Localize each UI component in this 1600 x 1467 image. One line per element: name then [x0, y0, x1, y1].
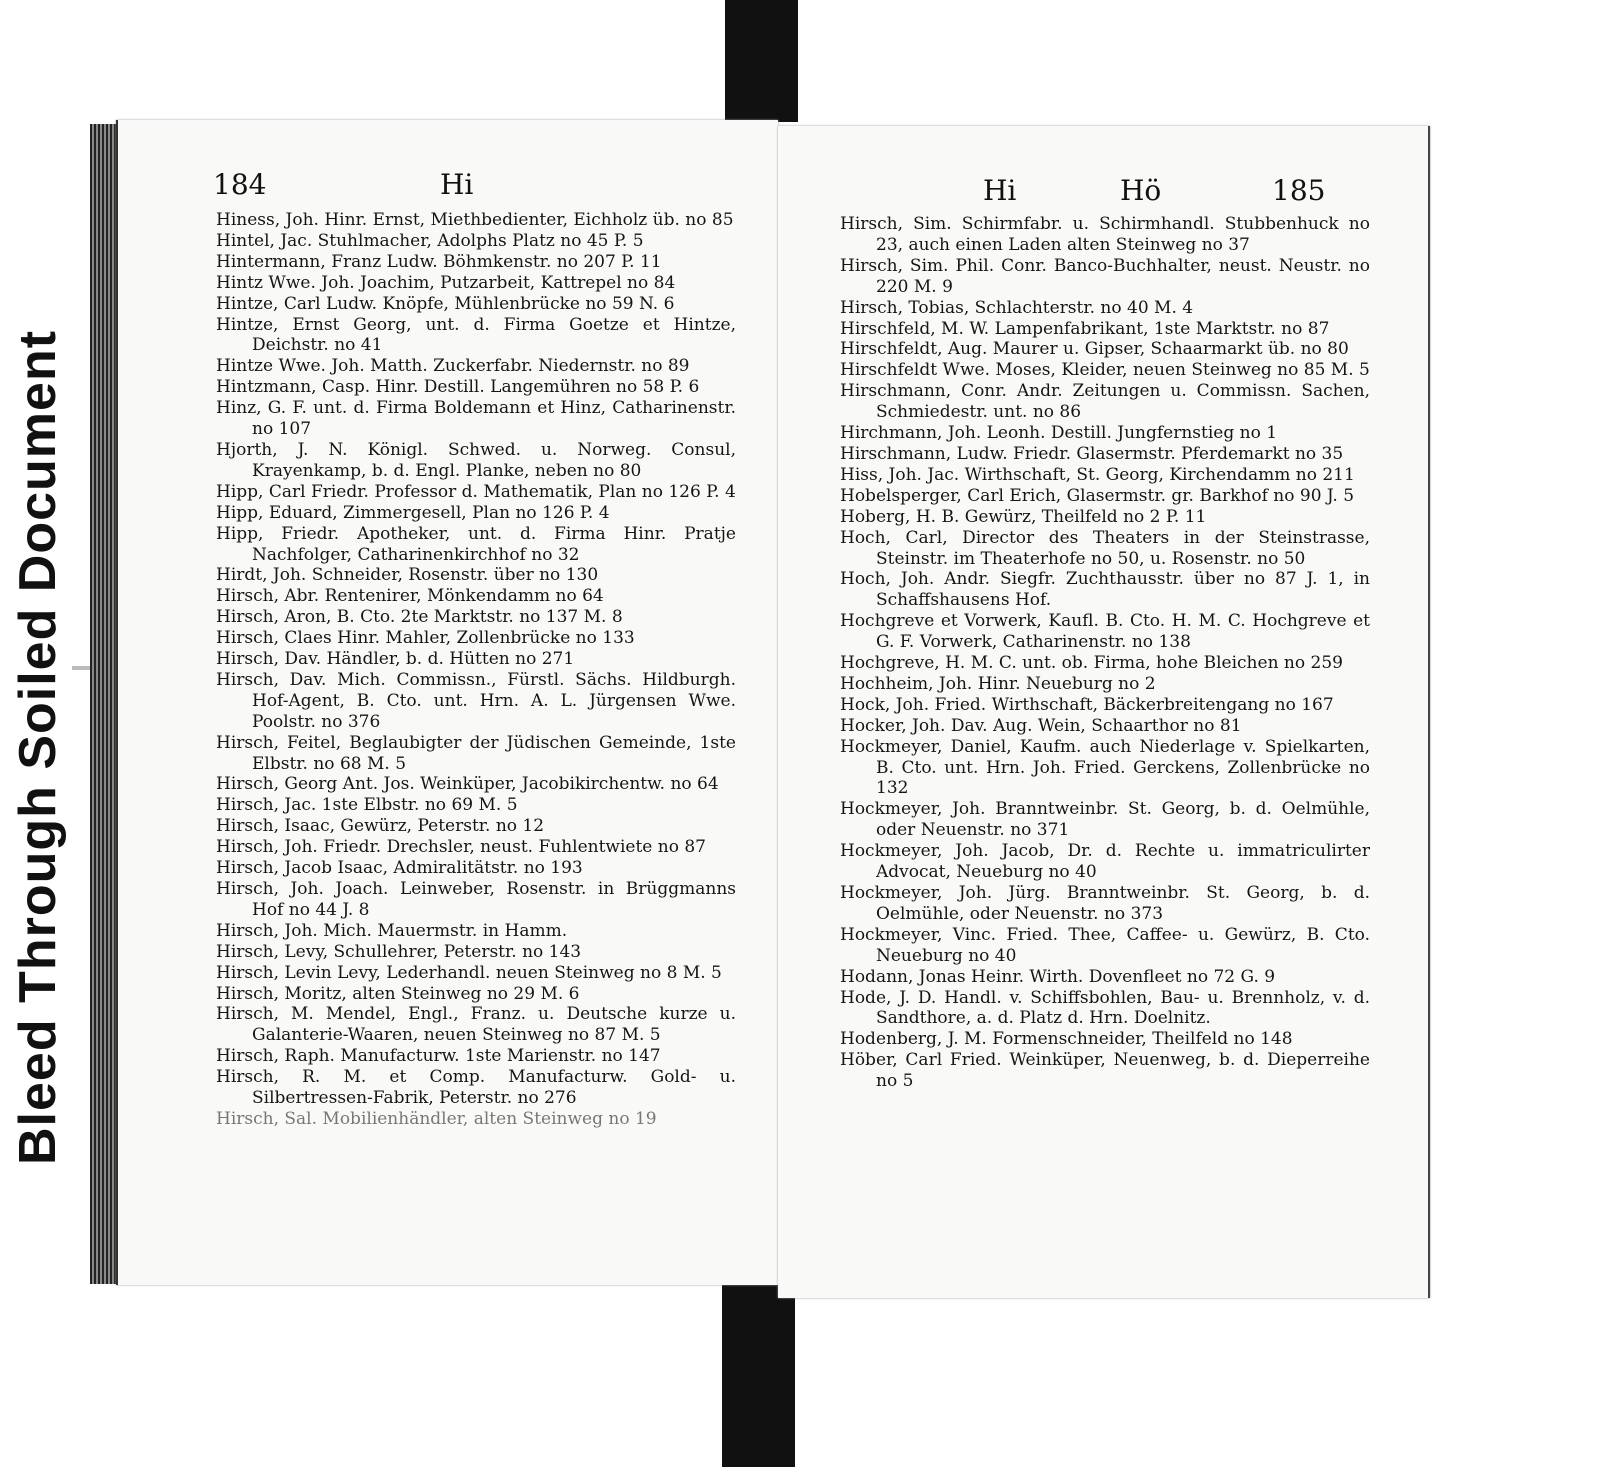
directory-entry: Hintzmann, Casp. Hinr. Destill. Langemühren no 58 P. 6	[216, 377, 700, 398]
directory-entry: Hoch, Carl, Director des Theaters in der Steinstrasse, Steinstr. im Theaterhofe no 50, u. Rosenstr. no 50	[840, 527, 1370, 569]
directory-entry: Hirschfeldt Wwe. Moses, Kleider, neuen Steinweg no 85 M. 5	[840, 360, 1370, 381]
directory-entry: Hock, Joh. Fried. Wirthschaft, Bäckerbreitengang no 167	[840, 694, 1334, 715]
directory-entry: Hiss, Joh. Jac. Wirthschaft, St. Georg, Kirchendamm no 211	[840, 464, 1355, 485]
directory-entry: Hode, J. D. Handl. v. Schiffsbohlen, Bau- u. Brennholz, v. d. Sandthore, a. d. Platz d. Hrn. Doelnitz.	[840, 987, 1370, 1029]
directory-entry: Hochheim, Joh. Hinr. Neueburg no 2	[840, 673, 1156, 694]
directory-entry: Hirsch, Aron, B. Cto. 2te Marktstr. no 137 M. 8	[216, 607, 623, 628]
directory-entry: Hiness, Joh. Hinr. Ernst, Miethbedienter, Eichholz üb. no 85	[216, 210, 734, 230]
directory-entry: Hochgreve, H. M. C. unt. ob. Firma, hohe Bleichen no 259	[840, 653, 1343, 674]
directory-entry: Hirsch, Feitel, Beglaubigter der Jüdischen Gemeinde, 1ste Elbstr. no 68 M. 5	[216, 732, 736, 774]
directory-entry: Hirsch, R. M. et Comp. Manufacturw. Gold- u. Silbertressen-Fabrik, Peterstr. no 276	[216, 1067, 736, 1109]
directory-entry: Hirdt, Joh. Schneider, Rosenstr. über no 130	[216, 565, 599, 586]
left-page-number: 184	[213, 168, 267, 201]
book-spine-edge	[90, 124, 116, 1284]
directory-entry: Hjorth, J. N. Königl. Schwed. u. Norweg. Consul, Krayenkamp, b. d. Engl. Planke, neben no 80	[216, 439, 736, 481]
directory-entry: Hirsch, Jacob Isaac, Admiralitätstr. no 193	[216, 858, 583, 879]
directory-entry: Hirsch, Jac. 1ste Elbstr. no 69 M. 5	[216, 795, 518, 816]
left-page	[116, 120, 778, 1285]
top-black-bar	[725, 0, 798, 122]
directory-entry: Hintze Wwe. Joh. Matth. Zuckerfabr. Niedernstr. no 89	[216, 356, 690, 377]
right-entry-list	[840, 214, 1370, 1092]
directory-entry: Hirschfeld, M. W. Lampenfabrikant, 1ste Marktstr. no 87	[840, 318, 1330, 339]
directory-entry: Hirsch, Isaac, Gewürz, Peterstr. no 12	[216, 816, 545, 837]
directory-entry: Hipp, Eduard, Zimmergesell, Plan no 126 P. 4	[216, 502, 610, 523]
directory-entry: Hockmeyer, Joh. Jürg. Branntweinbr. St. Georg, b. d. Oelmühle, oder Neuenstr. no 373	[840, 883, 1370, 924]
directory-entry: Hoch, Joh. Andr. Siegfr. Zuchthausstr. über no 87 J. 1, in Schaffshausens Hof.	[840, 569, 1370, 611]
directory-entry: Hirsch, Raph. Manufacturw. 1ste Marienstr. no 147	[216, 1046, 661, 1067]
bottom-black-bar	[722, 1283, 795, 1467]
directory-entry: Hirsch, Joh. Mich. Mauermstr. in Hamm.	[216, 920, 568, 941]
directory-entry: Hirsch, Sal. Mobilienhändler, alten Steinweg no 19	[216, 1108, 657, 1129]
directory-entry: Hodann, Jonas Heinr. Wirth. Dovenfleet no 72 G. 9	[840, 966, 1276, 987]
directory-entry: Hirsch, Claes Hinr. Mahler, Zollenbrücke no 133	[216, 628, 635, 649]
directory-entry: Hintz Wwe. Joh. Joachim, Putzarbeit, Kattrepel no 84	[216, 272, 676, 293]
directory-entry: Hockmeyer, Daniel, Kaufm. auch Niederlage v. Spielkarten, B. Cto. unt. Hrn. Joh. Fried. Gerckens, Zollenbrücke no 132	[840, 736, 1370, 799]
directory-entry: Hodenberg, J. M. Formenschneider, Theilfeld no 148	[840, 1029, 1293, 1050]
directory-entry: Hobelsperger, Carl Erich, Glasermstr. gr. Barkhof no 90 J. 5	[840, 485, 1355, 506]
directory-entry: Hirsch, Levy, Schullehrer, Peterstr. no 143	[216, 941, 582, 962]
right-page-header-right: Hö	[1120, 174, 1162, 207]
directory-entry: Hintze, Carl Ludw. Knöpfe, Mühlenbrücke no 59 N. 6	[216, 293, 675, 314]
directory-entry: Hirsch, Levin Levy, Lederhandl. neuen Steinweg no 8 M. 5	[216, 962, 722, 983]
directory-entry: Hockmeyer, Joh. Branntweinbr. St. Georg, b. d. Oelmühle, oder Neuenstr. no 371	[840, 799, 1370, 841]
right-page-number: 185	[1272, 174, 1326, 207]
directory-entry: Hipp, Carl Friedr. Professor d. Mathematik, Plan no 126 P. 4	[216, 481, 736, 502]
directory-entry: Höber, Carl Fried. Weinküper, Neuenweg, b. d. Dieperreihe no 5	[840, 1050, 1370, 1092]
directory-entry: Hocker, Joh. Dav. Aug. Wein, Schaarthor no 81	[840, 715, 1242, 736]
right-page-header-left: Hi	[983, 174, 1017, 207]
directory-entry: Hirsch, Tobias, Schlachterstr. no 40 M. 4	[840, 297, 1194, 318]
directory-entry: Hirsch, Joh. Joach. Leinweber, Rosenstr. in Brüggmanns Hof no 44 J. 8	[216, 879, 736, 920]
directory-entry: Hirsch, M. Mendel, Engl., Franz. u. Deutsche kurze u. Galanterie-Waaren, neuen Steinweg no 87 M. 5	[216, 1004, 736, 1046]
directory-entry: Hirschmann, Conr. Andr. Zeitungen u. Commissn. Sachen, Schmiedestr. unt. no 86	[840, 381, 1370, 423]
directory-entry: Hirsch, Moritz, alten Steinweg no 29 M. 6	[216, 983, 580, 1004]
directory-entry: Hirschmann, Ludw. Friedr. Glasermstr. Pferdemarkt no 35	[840, 443, 1344, 464]
directory-entry: Hirsch, Abr. Rentenirer, Mönkendamm no 64	[216, 586, 604, 607]
directory-entry: Hintel, Jac. Stuhlmacher, Adolphs Platz no 45 P. 5	[216, 230, 644, 251]
left-entry-list	[216, 210, 736, 1130]
side-label	[8, 145, 67, 1165]
directory-entry: Hipp, Friedr. Apotheker, unt. d. Firma Hinr. Pratje Nachfolger, Catharinenkirchhof no 32	[216, 523, 736, 565]
directory-entry: Hockmeyer, Joh. Jacob, Dr. d. Rechte u. immatriculirter Advocat, Neueburg no 40	[840, 841, 1370, 883]
directory-entry: Hirsch, Dav. Händler, b. d. Hütten no 271	[216, 649, 575, 670]
directory-entry: Hinz, G. F. unt. d. Firma Boldemann et Hinz, Catharinenstr. no 107	[216, 398, 736, 440]
directory-entry: Hintermann, Franz Ludw. Böhmkenstr. no 207 P. 11	[216, 251, 662, 272]
directory-entry: Hockmeyer, Vinc. Fried. Thee, Caffee- u. Gewürz, B. Cto. Neueburg no 40	[840, 924, 1370, 966]
directory-entry: Hirsch, Georg Ant. Jos. Weinküper, Jacobikirchentw. no 64	[216, 774, 719, 795]
directory-entry: Hirsch, Joh. Friedr. Drechsler, neust. Fuhlentwiete no 87	[216, 837, 706, 858]
left-page-header: Hi	[440, 168, 474, 201]
right-page	[778, 126, 1430, 1298]
directory-entry: Hirchmann, Joh. Leonh. Destill. Jungfernstieg no 1	[840, 423, 1278, 444]
directory-entry: Hochgreve et Vorwerk, Kaufl. B. Cto. H. M. C. Hochgreve et G. F. Vorwerk, Catharinenstr. no 138	[840, 611, 1370, 653]
margin-tick	[72, 666, 90, 670]
side-label-text: Bleed Through Soiled Document	[9, 329, 67, 1165]
directory-entry: Hirschfeldt, Aug. Maurer u. Gipser, Schaarmarkt üb. no 80	[840, 339, 1349, 360]
directory-entry: Hirsch, Sim. Phil. Conr. Banco-Buchhalter, neust. Neustr. no 220 M. 9	[840, 255, 1370, 297]
directory-entry: Hirsch, Dav. Mich. Commissn., Fürstl. Sächs. Hildburgh. Hof-Agent, B. Cto. unt. Hrn. A. L. Jürgensen Wwe. Poolstr. no 376	[216, 669, 736, 732]
directory-entry: Hoberg, H. B. Gewürz, Theilfeld no 2 P. 11	[840, 506, 1207, 527]
directory-entry: Hintze, Ernst Georg, unt. d. Firma Goetze et Hintze, Deichstr. no 41	[216, 314, 736, 356]
directory-entry: Hirsch, Sim. Schirmfabr. u. Schirmhandl. Stubbenhuck no 23, auch einen Laden alten Steinweg no 37	[840, 214, 1370, 255]
